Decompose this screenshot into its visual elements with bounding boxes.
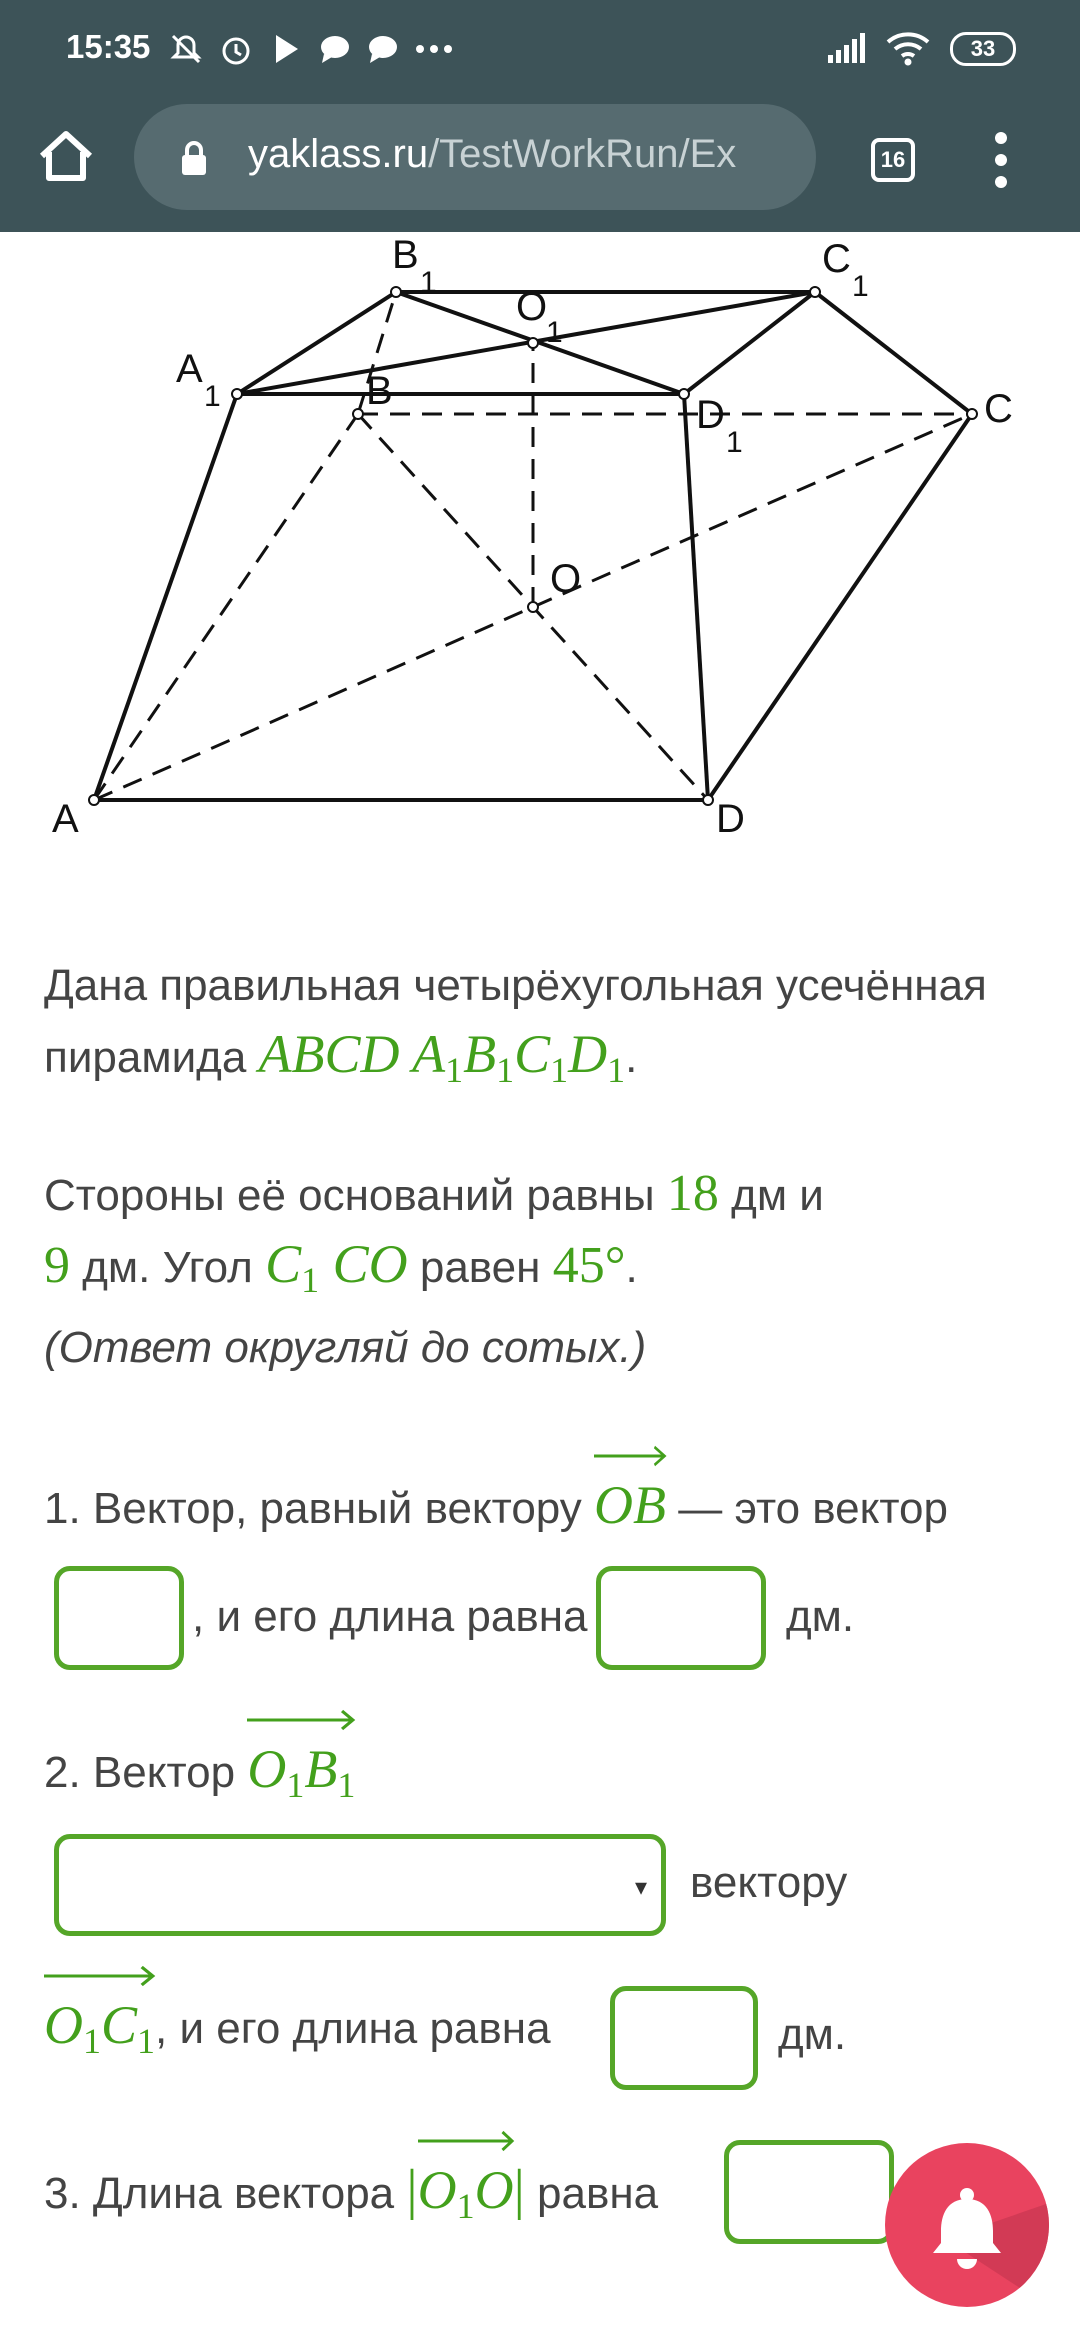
url-text[interactable] <box>248 132 798 177</box>
period: . <box>625 1243 638 1292</box>
tab-switcher-button[interactable]: 16 <box>871 138 915 182</box>
abs-bar-right: | <box>513 2159 525 2221</box>
label-D: D <box>716 797 745 841</box>
label-D1-sub: 1 <box>726 426 743 459</box>
vector-o1b1 <box>247 1738 355 1806</box>
q1-mid: , и его длина равна <box>192 1592 588 1641</box>
angle-sub: 1 <box>301 1260 320 1300</box>
home-icon[interactable] <box>36 126 96 186</box>
pyr-b: B <box>463 1024 497 1084</box>
task-conditions <box>44 1160 824 1382</box>
pyr-c: C <box>514 1024 551 1084</box>
pyr-sub: 1 <box>607 1050 626 1090</box>
pyr-abcd: ABCD A <box>258 1024 446 1084</box>
side-small-value: 9 <box>44 1237 70 1294</box>
notification-icons <box>168 28 454 70</box>
bell-icon <box>885 2143 1049 2307</box>
pyr-d: D <box>568 1024 608 1084</box>
label-B1-sub: 1 <box>420 266 437 299</box>
label-C1: C <box>822 237 851 281</box>
side-big-value: 18 <box>666 1165 719 1222</box>
pyramid-figure <box>0 232 1080 882</box>
q2-mid: , и его длина равна <box>155 2004 551 2053</box>
q2-after-select: вектору <box>690 1858 848 1907</box>
vector-arrow-icon <box>594 1444 666 1468</box>
vector-arrow-icon <box>44 1964 155 1988</box>
label-O: O <box>550 557 582 601</box>
label-D1: D <box>696 393 725 437</box>
conditions-line-2 <box>44 1230 824 1314</box>
label-O1-sub: 1 <box>546 316 563 349</box>
v-b: B <box>304 1739 338 1799</box>
v-sub: 1 <box>456 2186 475 2226</box>
q2-line <box>44 1738 355 1806</box>
period: . <box>625 1033 638 1082</box>
label-B: B <box>366 369 393 413</box>
q1-line <box>44 1474 948 1536</box>
conditions-line-1 <box>44 1160 824 1230</box>
address-bar[interactable] <box>134 104 816 210</box>
status-bar <box>0 0 1080 96</box>
angle-name <box>265 1234 408 1300</box>
v-o: O <box>44 1995 83 2055</box>
play-icon <box>268 31 304 67</box>
intro-line-1: Дана правильная четырёхугольная усечённая <box>44 961 987 1010</box>
dropdown-arrow-icon: ▾ <box>634 1874 647 1901</box>
hidden-edges <box>94 292 972 800</box>
label-O1: O <box>516 285 548 329</box>
label-B1: B <box>392 233 419 277</box>
angle-value: 45° <box>552 1237 626 1294</box>
label-A: A <box>52 797 79 841</box>
v-o2: O <box>474 2160 514 2220</box>
q3-suffix: равна <box>537 2169 659 2218</box>
angle-co: CO <box>332 1234 408 1294</box>
alarm-icon <box>218 31 254 67</box>
vector-ob-text: OB <box>594 1475 666 1535</box>
chat-icon <box>366 32 400 66</box>
v-sub: 1 <box>137 2021 156 2061</box>
task-intro <box>44 952 987 1104</box>
chat-icon <box>318 32 352 66</box>
v-o: O <box>247 1739 287 1799</box>
vector-ob <box>594 1474 666 1536</box>
vector-o1c1 <box>44 1994 155 2062</box>
battery-icon: 33 <box>950 32 1016 66</box>
status-time: 15:35 <box>66 28 151 65</box>
sides-text: Стороны её оснований равны <box>44 1171 655 1220</box>
angle-text: дм. Угол <box>82 1243 253 1292</box>
label-A1-sub: 1 <box>204 380 221 413</box>
more-dots-icon <box>414 31 454 67</box>
v-c: C <box>101 1995 138 2055</box>
v-sub: 1 <box>337 1765 356 1805</box>
q1-prefix: 1. Вектор, равный вектору <box>44 1484 582 1533</box>
v-sub: 1 <box>286 1765 305 1805</box>
label-C: C <box>984 387 1013 431</box>
lock-icon <box>180 140 208 176</box>
vector-arrow-icon <box>418 2129 514 2153</box>
unit-and: дм и <box>731 1171 824 1220</box>
q3-length-input[interactable] <box>724 2140 894 2244</box>
q1-suffix: — это вектор <box>678 1484 948 1533</box>
notifications-button[interactable] <box>885 2143 1049 2307</box>
browser-chrome <box>0 0 1080 232</box>
label-C1-sub: 1 <box>852 270 869 303</box>
q2-prefix: 2. Вектор <box>44 1748 236 1797</box>
pyramid-name <box>258 1024 626 1090</box>
more-menu-icon[interactable] <box>986 128 1016 192</box>
q2-relation-select[interactable] <box>54 1834 666 1936</box>
label-A1: A <box>176 347 203 391</box>
wifi-icon <box>886 32 930 66</box>
url-path: /TestWorkRun/Ex <box>428 132 737 176</box>
q1-vector-input[interactable] <box>54 1566 184 1670</box>
abs-bar-left: | <box>406 2159 418 2221</box>
url-domain: yaklass.ru <box>248 132 429 176</box>
v-o: O <box>417 2160 457 2220</box>
q2-line-2 <box>44 1994 551 2062</box>
angle-c: C <box>265 1234 302 1294</box>
mute-icon <box>168 31 204 67</box>
rounding-hint: (Ответ округляй до сотых.) <box>44 1323 647 1372</box>
q3-prefix: 3. Длина вектора <box>44 2169 395 2218</box>
pyr-sub: 1 <box>496 1050 515 1090</box>
q3-line <box>44 2158 658 2227</box>
q2-length-input[interactable] <box>610 1986 758 2090</box>
v-sub: 1 <box>83 2021 101 2061</box>
intro-line-2 <box>44 1020 987 1104</box>
pyr-sub: 1 <box>550 1050 569 1090</box>
vector-o1o <box>418 2159 514 2227</box>
signal-icon <box>826 33 866 65</box>
q1-length-input[interactable] <box>596 1566 766 1670</box>
vector-arrow-icon <box>247 1708 355 1732</box>
system-icons <box>826 28 1016 70</box>
intro-word: пирамида <box>44 1033 247 1082</box>
equals-text: равен <box>419 1243 541 1292</box>
pyr-sub: 1 <box>445 1050 464 1090</box>
q1-unit: дм. <box>786 1592 855 1641</box>
q2-unit: дм. <box>778 2010 847 2059</box>
